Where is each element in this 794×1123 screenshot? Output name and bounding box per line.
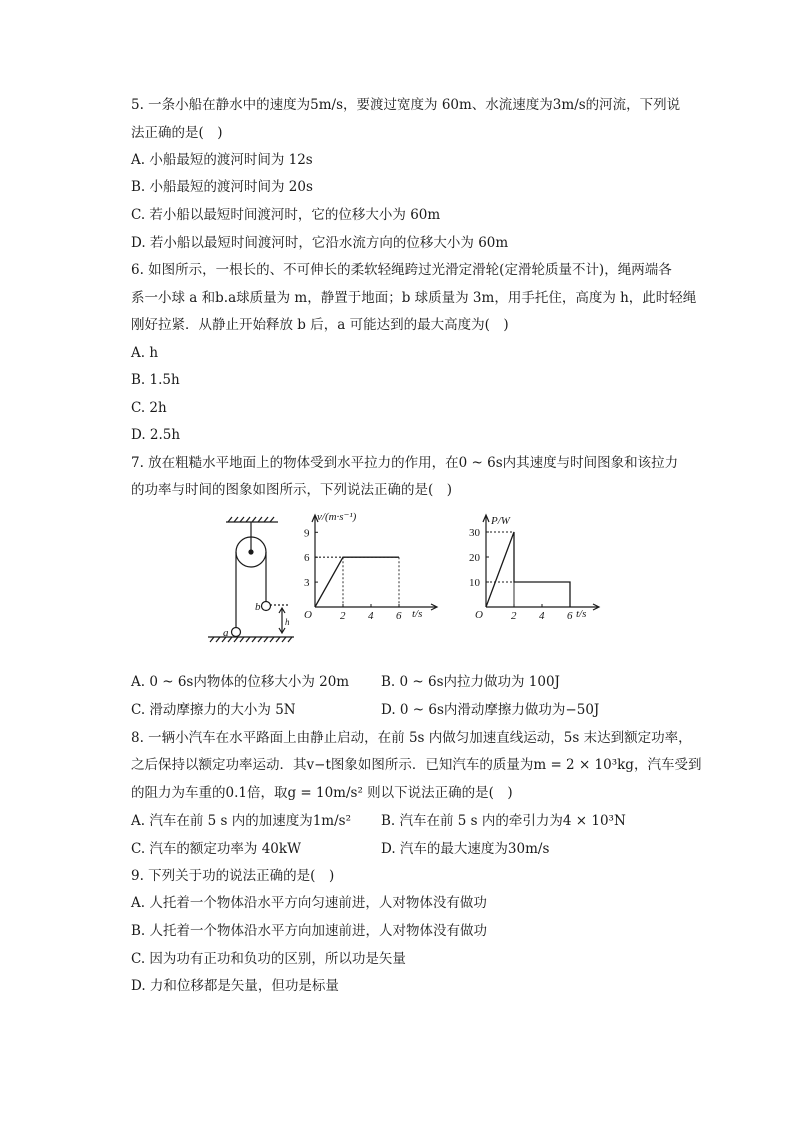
q9-line-1: 9. 下列关于功的说法正确的是( ): [131, 868, 335, 884]
vt-graph: [296, 508, 446, 623]
q6-option-c: C. 2h: [131, 400, 167, 416]
vt-x-tick-label: 6: [396, 610, 402, 622]
q9-option-a: A. 人托着一个物体沿水平方向匀速前进，人对物体没有做功: [131, 895, 487, 911]
q9-option-b: B. 人托着一个物体沿水平方向加速前进，人对物体没有做功: [131, 923, 488, 939]
vt-origin-label: O: [304, 609, 312, 621]
vt-y-axis-label: v/(m·s⁻¹): [317, 511, 357, 523]
pt-y-tick-label: 10: [469, 577, 480, 589]
q5-option-c: C. 若小船以最短时间渡河时，它的位移大小为 60m: [131, 207, 441, 223]
vt-x-tick-label: 4: [368, 610, 374, 622]
q5-line-2: 法正确的是( ): [131, 125, 223, 141]
q8-option-a: A. 汽车在前 5 s 内的加速度为1m/s²: [131, 813, 352, 829]
q8-line-2: 之后保持以额定功率运动．其v−t图象如图所示．已知汽车的质量为m = 2 × 10³kg，汽车受到: [131, 757, 702, 773]
q5-option-d: D. 若小船以最短时间渡河时，它沿水流方向的位移大小为 60m: [131, 235, 509, 251]
q9-option-c: C. 因为功有正功和负功的区别，所以功是矢量: [131, 951, 406, 967]
q5-option-b: B. 小船最短的渡河时间为 20s: [131, 179, 313, 195]
pt-origin-label: O: [475, 609, 483, 621]
q6-option-a: A. h: [131, 345, 159, 361]
pt-x-tick-label: 2: [511, 610, 517, 622]
pt-series-line: [486, 532, 570, 607]
q7-option-c: C. 滑动摩擦力的大小为 5N: [131, 702, 296, 718]
q8-option-d: D. 汽车的最大速度为30m/s: [381, 841, 550, 857]
q8-option-c: C. 汽车的额定功率为 40kW: [131, 841, 301, 857]
vt-series-line: [315, 557, 399, 607]
q7-option-d: D. 0 ~ 6s内滑动摩擦力做功为−50J: [381, 702, 600, 718]
q5-option-a: A. 小船最短的渡河时间为 12s: [131, 152, 313, 168]
q6-line-3: 刚好拉紧．从静止开始释放 b 后，a 可能达到的最大高度为( ): [131, 317, 509, 333]
vt-y-tick-label: 3: [304, 577, 310, 590]
vt-x-axis-label: t/s: [412, 608, 423, 620]
q7-option-a: A. 0 ~ 6s内物体的位移大小为 20m: [131, 674, 350, 690]
q5-line-1: 5. 一条小船在静水中的速度为5m/s，要渡过宽度为 60m、水流速度为3m/s的河流，下列说: [131, 97, 681, 113]
q8-line-1: 8. 一辆小汽车在水平路面上由静止启动，在前 5s 内做匀加速直线运动，5s 末达到额定功率，: [131, 730, 692, 746]
pulley-diagram: [198, 512, 298, 652]
ball-a: [232, 628, 241, 637]
pt-graph: [458, 508, 608, 623]
pulley-axle: [249, 550, 253, 554]
q8-line-3: 的阻力为车重的0.1倍，取g = 10m/s² 则以下说法正确的是( ): [131, 785, 513, 801]
pt-y-axis-label: P/W: [491, 515, 510, 527]
q6-option-b: B. 1.5h: [131, 372, 180, 388]
label-a: a: [223, 627, 229, 639]
pt-y-tick-label: 30: [469, 527, 480, 539]
vt-y-tick-label: 9: [304, 527, 310, 540]
q8-option-b: B. 汽车在前 5 s 内的牵引力为4 × 10³N: [381, 813, 626, 829]
pt-x-tick-label: 6: [567, 610, 573, 622]
label-b: b: [255, 601, 261, 613]
label-h: h: [285, 617, 290, 627]
pt-x-axis-label: t/s: [576, 608, 587, 620]
q7-line-1: 7. 放在粗糙水平地面上的物体受到水平拉力的作用，在0 ~ 6s内其速度与时间图象和该拉力: [131, 455, 679, 471]
pt-y-tick-label: 20: [469, 552, 480, 564]
ceiling-hatch: [228, 517, 274, 522]
vt-x-tick-label: 2: [340, 610, 346, 622]
q7-option-b: B. 0 ~ 6s内拉力做功为 100J: [381, 674, 560, 690]
pt-x-tick-label: 4: [539, 610, 545, 622]
q6-line-1: 6. 如图所示，一根长的、不可伸长的柔软轻绳跨过光滑定滑轮(定滑轮质量不计)，绳两端各: [131, 262, 672, 278]
q6-option-d: D. 2.5h: [131, 427, 181, 443]
q7-line-2: 的功率与时间的图象如图所示，下列说法正确的是( ): [131, 482, 453, 498]
q9-option-d: D. 力和位移都是矢量，但功是标量: [131, 978, 339, 994]
q6-line-2: 系一小球 a 和b.a球质量为 m，静置于地面；b 球质量为 3m，用手托住，高度为 h，此时轻绳: [131, 290, 697, 306]
ball-b: [262, 602, 271, 611]
vt-y-tick-label: 6: [304, 552, 310, 565]
